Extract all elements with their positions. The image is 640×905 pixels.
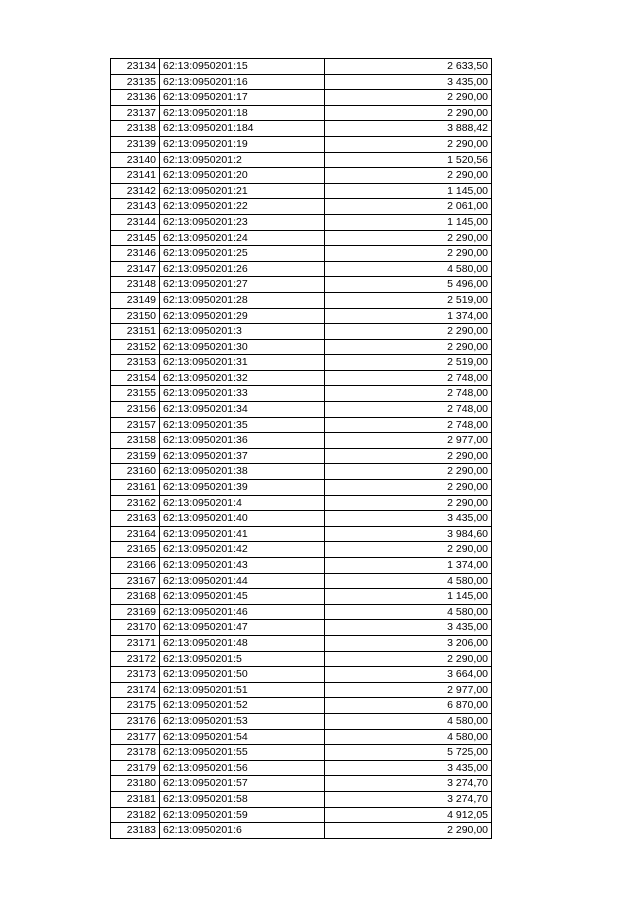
cadastral-number-cell: 62:13:0950201:27: [160, 277, 325, 293]
row-number-cell: 23152: [111, 339, 160, 355]
cadastral-number-cell: 62:13:0950201:25: [160, 246, 325, 262]
table-row: [111, 121, 492, 137]
cadastral-number-cell: 62:13:0950201:46: [160, 604, 325, 620]
row-number-cell: 23144: [111, 214, 160, 230]
value-cell: 3 435,00: [325, 74, 492, 90]
table-row: [111, 542, 492, 558]
cadastral-number-cell: 62:13:0950201:16: [160, 74, 325, 90]
table-row: [111, 324, 492, 340]
value-cell: 3 274,70: [325, 791, 492, 807]
row-number-cell: 23146: [111, 246, 160, 262]
table-row: [111, 370, 492, 386]
table-row: [111, 651, 492, 667]
row-number-cell: 23137: [111, 105, 160, 121]
table-row: [111, 261, 492, 277]
cadastral-number-cell: 62:13:0950201:45: [160, 589, 325, 605]
cadastral-number-cell: 62:13:0950201:184: [160, 121, 325, 137]
row-number-cell: 23156: [111, 402, 160, 418]
cadastral-number-cell: 62:13:0950201:50: [160, 667, 325, 683]
row-number-cell: 23154: [111, 370, 160, 386]
value-cell: 2 290,00: [325, 230, 492, 246]
row-number-cell: 23151: [111, 324, 160, 340]
value-cell: 2 748,00: [325, 402, 492, 418]
row-number-cell: 23149: [111, 292, 160, 308]
cadastral-number-cell: 62:13:0950201:40: [160, 511, 325, 527]
table-row: [111, 59, 492, 75]
cadastral-number-cell: 62:13:0950201:15: [160, 59, 325, 75]
value-cell: 4 580,00: [325, 573, 492, 589]
cadastral-number-cell: 62:13:0950201:53: [160, 713, 325, 729]
row-number-cell: 23138: [111, 121, 160, 137]
row-number-cell: 23163: [111, 511, 160, 527]
row-number-cell: 23142: [111, 183, 160, 199]
cadastral-number-cell: 62:13:0950201:56: [160, 760, 325, 776]
table-row: [111, 776, 492, 792]
row-number-cell: 23169: [111, 604, 160, 620]
row-number-cell: 23180: [111, 776, 160, 792]
value-cell: 4 580,00: [325, 604, 492, 620]
cadastral-number-cell: 62:13:0950201:51: [160, 682, 325, 698]
value-cell: 2 290,00: [325, 105, 492, 121]
row-number-cell: 23136: [111, 90, 160, 106]
row-number-cell: 23179: [111, 760, 160, 776]
value-cell: 2 290,00: [325, 339, 492, 355]
table-row: [111, 417, 492, 433]
row-number-cell: 23147: [111, 261, 160, 277]
value-cell: 2 290,00: [325, 651, 492, 667]
row-number-cell: 23172: [111, 651, 160, 667]
table-row: [111, 760, 492, 776]
value-cell: 2 290,00: [325, 823, 492, 839]
value-cell: 4 580,00: [325, 729, 492, 745]
cadastral-number-cell: 62:13:0950201:58: [160, 791, 325, 807]
table-row: [111, 230, 492, 246]
row-number-cell: 23140: [111, 152, 160, 168]
row-number-cell: 23145: [111, 230, 160, 246]
cadastral-number-cell: 62:13:0950201:17: [160, 90, 325, 106]
table-row: [111, 433, 492, 449]
cadastral-number-cell: 62:13:0950201:44: [160, 573, 325, 589]
value-cell: 4 580,00: [325, 713, 492, 729]
cadastral-number-cell: 62:13:0950201:35: [160, 417, 325, 433]
cadastral-number-cell: 62:13:0950201:47: [160, 620, 325, 636]
cadastral-number-cell: 62:13:0950201:37: [160, 448, 325, 464]
row-number-cell: 23174: [111, 682, 160, 698]
cadastral-number-cell: 62:13:0950201:36: [160, 433, 325, 449]
table-row: [111, 199, 492, 215]
row-number-cell: 23164: [111, 526, 160, 542]
cadastral-number-cell: 62:13:0950201:59: [160, 807, 325, 823]
row-number-cell: 23167: [111, 573, 160, 589]
row-number-cell: 23158: [111, 433, 160, 449]
value-cell: 2 290,00: [325, 168, 492, 184]
row-number-cell: 23183: [111, 823, 160, 839]
value-cell: 2 290,00: [325, 448, 492, 464]
value-cell: 2 748,00: [325, 386, 492, 402]
table-row: [111, 713, 492, 729]
table-body: [111, 59, 492, 839]
value-cell: 2 633,50: [325, 59, 492, 75]
table-row: [111, 667, 492, 683]
cadastral-number-cell: 62:13:0950201:6: [160, 823, 325, 839]
row-number-cell: 23157: [111, 417, 160, 433]
cadastral-number-cell: 62:13:0950201:23: [160, 214, 325, 230]
cadastral-number-cell: 62:13:0950201:33: [160, 386, 325, 402]
table-row: [111, 402, 492, 418]
row-number-cell: 23177: [111, 729, 160, 745]
row-number-cell: 23162: [111, 495, 160, 511]
table-row: [111, 729, 492, 745]
table-row: [111, 308, 492, 324]
table-row: [111, 635, 492, 651]
row-number-cell: 23170: [111, 620, 160, 636]
cadastral-number-cell: 62:13:0950201:24: [160, 230, 325, 246]
cadastral-number-cell: 62:13:0950201:26: [160, 261, 325, 277]
table-row: [111, 136, 492, 152]
value-cell: 2 519,00: [325, 355, 492, 371]
value-cell: 3 888,42: [325, 121, 492, 137]
cadastral-number-cell: 62:13:0950201:2: [160, 152, 325, 168]
cadastral-number-cell: 62:13:0950201:42: [160, 542, 325, 558]
value-cell: 2 290,00: [325, 495, 492, 511]
row-number-cell: 23143: [111, 199, 160, 215]
row-number-cell: 23135: [111, 74, 160, 90]
row-number-cell: 23165: [111, 542, 160, 558]
value-cell: 3 274,70: [325, 776, 492, 792]
cadastral-number-cell: 62:13:0950201:32: [160, 370, 325, 386]
cadastral-number-cell: 62:13:0950201:31: [160, 355, 325, 371]
value-cell: 2 519,00: [325, 292, 492, 308]
table-row: [111, 448, 492, 464]
table-row: [111, 292, 492, 308]
value-cell: 2 290,00: [325, 90, 492, 106]
value-cell: 2 748,00: [325, 417, 492, 433]
value-cell: 5 725,00: [325, 745, 492, 761]
table-row: [111, 90, 492, 106]
value-cell: 2 290,00: [325, 246, 492, 262]
table-row: [111, 526, 492, 542]
value-cell: 2 290,00: [325, 464, 492, 480]
value-cell: 1 145,00: [325, 214, 492, 230]
row-number-cell: 23175: [111, 698, 160, 714]
value-cell: 1 145,00: [325, 183, 492, 199]
table-row: [111, 277, 492, 293]
value-cell: 2 290,00: [325, 480, 492, 496]
cadastral-number-cell: 62:13:0950201:54: [160, 729, 325, 745]
table-row: [111, 495, 492, 511]
value-cell: 3 984,60: [325, 526, 492, 542]
value-cell: 1 374,00: [325, 558, 492, 574]
value-cell: 2 061,00: [325, 199, 492, 215]
cadastral-number-cell: 62:13:0950201:34: [160, 402, 325, 418]
table-row: [111, 791, 492, 807]
value-cell: 2 290,00: [325, 542, 492, 558]
value-cell: 2 977,00: [325, 433, 492, 449]
cadastral-number-cell: 62:13:0950201:22: [160, 199, 325, 215]
table-row: [111, 620, 492, 636]
cadastral-number-cell: 62:13:0950201:29: [160, 308, 325, 324]
cadastral-number-cell: 62:13:0950201:5: [160, 651, 325, 667]
value-cell: 2 977,00: [325, 682, 492, 698]
value-cell: 2 290,00: [325, 136, 492, 152]
row-number-cell: 23173: [111, 667, 160, 683]
cadastral-number-cell: 62:13:0950201:52: [160, 698, 325, 714]
table-row: [111, 152, 492, 168]
value-cell: 5 496,00: [325, 277, 492, 293]
row-number-cell: 23139: [111, 136, 160, 152]
value-cell: 2 290,00: [325, 324, 492, 340]
table-row: [111, 464, 492, 480]
row-number-cell: 23171: [111, 635, 160, 651]
row-number-cell: 23176: [111, 713, 160, 729]
value-cell: 1 145,00: [325, 589, 492, 605]
row-number-cell: 23148: [111, 277, 160, 293]
cadastral-number-cell: 62:13:0950201:21: [160, 183, 325, 199]
table-row: [111, 74, 492, 90]
row-number-cell: 23182: [111, 807, 160, 823]
value-cell: 4 912,05: [325, 807, 492, 823]
cadastral-number-cell: 62:13:0950201:57: [160, 776, 325, 792]
row-number-cell: 23150: [111, 308, 160, 324]
cadastral-value-table: [110, 58, 492, 839]
cadastral-number-cell: 62:13:0950201:43: [160, 558, 325, 574]
table-row: [111, 682, 492, 698]
cadastral-number-cell: 62:13:0950201:18: [160, 105, 325, 121]
value-cell: 3 435,00: [325, 760, 492, 776]
cadastral-number-cell: 62:13:0950201:28: [160, 292, 325, 308]
value-cell: 6 870,00: [325, 698, 492, 714]
table-row: [111, 573, 492, 589]
cadastral-number-cell: 62:13:0950201:55: [160, 745, 325, 761]
row-number-cell: 23166: [111, 558, 160, 574]
row-number-cell: 23141: [111, 168, 160, 184]
cadastral-number-cell: 62:13:0950201:19: [160, 136, 325, 152]
table-row: [111, 339, 492, 355]
cadastral-number-cell: 62:13:0950201:41: [160, 526, 325, 542]
table-row: [111, 246, 492, 262]
row-number-cell: 23159: [111, 448, 160, 464]
table-row: [111, 183, 492, 199]
table-row: [111, 168, 492, 184]
cadastral-number-cell: 62:13:0950201:38: [160, 464, 325, 480]
value-cell: 3 435,00: [325, 620, 492, 636]
cadastral-number-cell: 62:13:0950201:4: [160, 495, 325, 511]
table-row: [111, 480, 492, 496]
table-row: [111, 604, 492, 620]
value-cell: 3 664,00: [325, 667, 492, 683]
cadastral-number-cell: 62:13:0950201:3: [160, 324, 325, 340]
cadastral-number-cell: 62:13:0950201:20: [160, 168, 325, 184]
table-row: [111, 105, 492, 121]
value-cell: 2 748,00: [325, 370, 492, 386]
value-cell: 3 206,00: [325, 635, 492, 651]
table-row: [111, 589, 492, 605]
value-cell: 3 435,00: [325, 511, 492, 527]
table-row: [111, 214, 492, 230]
row-number-cell: 23153: [111, 355, 160, 371]
value-cell: 1 520,56: [325, 152, 492, 168]
cadastral-number-cell: 62:13:0950201:30: [160, 339, 325, 355]
cadastral-number-cell: 62:13:0950201:39: [160, 480, 325, 496]
row-number-cell: 23168: [111, 589, 160, 605]
cadastral-number-cell: 62:13:0950201:48: [160, 635, 325, 651]
row-number-cell: 23178: [111, 745, 160, 761]
table-row: [111, 698, 492, 714]
table-row: [111, 558, 492, 574]
row-number-cell: 23155: [111, 386, 160, 402]
table-row: [111, 823, 492, 839]
row-number-cell: 23161: [111, 480, 160, 496]
table-row: [111, 807, 492, 823]
table-row: [111, 386, 492, 402]
row-number-cell: 23181: [111, 791, 160, 807]
value-cell: 4 580,00: [325, 261, 492, 277]
table-row: [111, 511, 492, 527]
table-row: [111, 745, 492, 761]
value-cell: 1 374,00: [325, 308, 492, 324]
table-row: [111, 355, 492, 371]
row-number-cell: 23160: [111, 464, 160, 480]
row-number-cell: 23134: [111, 59, 160, 75]
